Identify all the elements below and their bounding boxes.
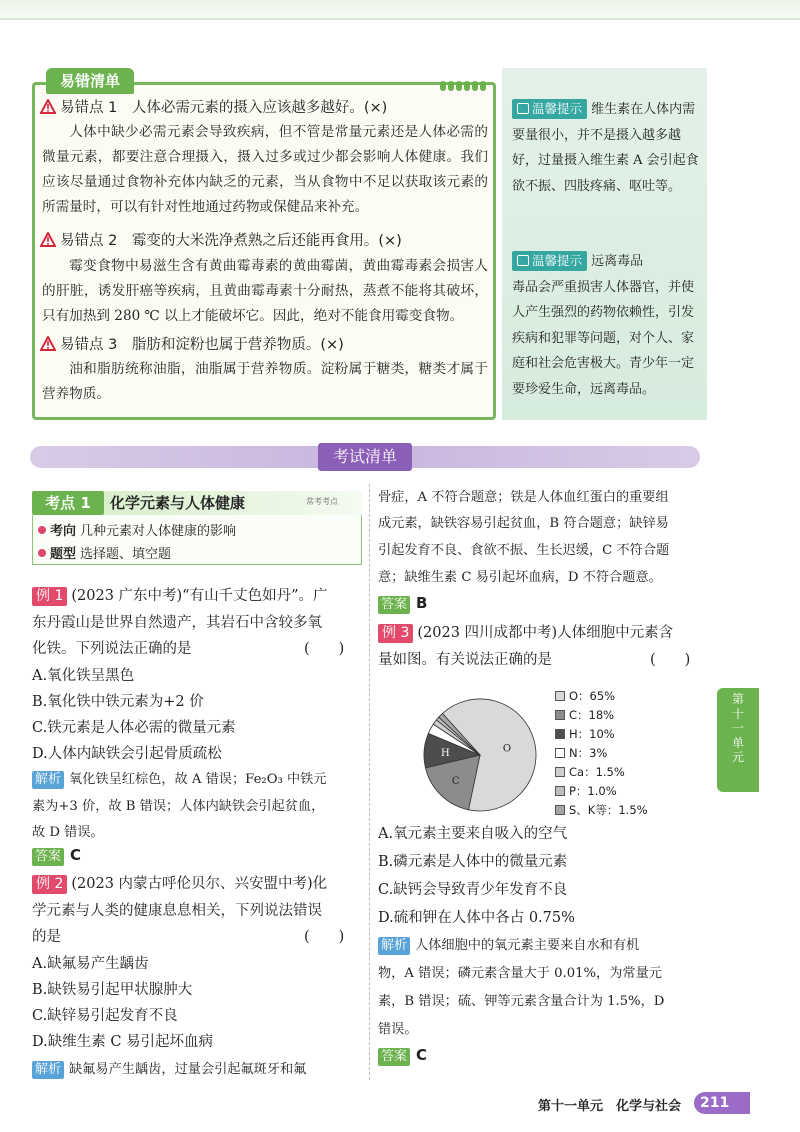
ex3-answer-row [378,1046,427,1066]
unit-side-tab: 第 十 一 单 元 [717,688,759,792]
ex1-answer: C [70,846,82,864]
ex1-answer-row [32,846,81,866]
tab-decoration [440,76,492,86]
column-divider [369,484,370,1080]
ex3-option-b: B.磷元素是人体中的微量元素 [378,854,568,870]
warning-icon [40,336,56,351]
ex1-paren: ( ) [304,641,345,657]
error-item-1-text: 人体中缺少必需元素会导致疾病，但不管是常量元素还是人体必需的微量元素，都要注意合理摄入，摄入过多或过少都会影响人体健康。我们应该尽量通过食物补充体内缺乏的元素，当从食物中不足以获取该元素的所需量时，可以有针对性地通过药物或保健品来补充。 [42,124,488,215]
ex1-jx-2: 素为+3 价，故 B 错误；人体内缺铁会引起贫血， [32,799,325,814]
ex3-paren: ( ) [650,652,691,668]
ex2-jx-tag: 解析 [32,1061,64,1079]
kaodian-title: 化学元素与人体健康 [104,491,362,515]
ex1-option-b: B.氧化铁中铁元素为+2 价 [32,694,204,710]
chat-icon [517,103,529,114]
error-item-3-title: 易错点 3 脂肪和淀粉也属于营养物质。(×) [40,333,490,354]
ex2-line-3: 的是 [32,929,61,945]
ex3-option-d: D.硫和钾在人体中各占 0.75% [378,910,575,926]
bullet-icon [38,526,46,534]
ex2-line-1: 例 2 (2023 内蒙古呼伦贝尔、兴安盟中考)化 [32,872,327,894]
legend-item-N [555,745,607,761]
legend-label: O：65% [569,689,616,703]
top-line [0,18,800,20]
tip-2 [512,249,700,402]
ex3-option-a: A.氧元素主要来自吸入的空气 [378,826,568,842]
ex3-jx-4: 错误。 [378,1022,418,1037]
ex3-jx-tag: 解析 [378,937,410,955]
ex1-jx-3: 故 D 错误。 [32,825,104,840]
tip-1-text: 维生素在人体内需要量很小，并不是摄入越多越好，过量摄入维生素 A 会引起食欲不振、四肢疼痛、呕吐等。 [512,102,699,194]
legend-label: C：18% [569,708,615,722]
legend-swatch [555,729,565,739]
error-list-tab: 易错清单 [46,68,134,94]
ex1-line-1: 例 1 (2023 广东中考)“有山千丈色如丹”。广 [32,584,328,606]
legend-swatch [555,691,565,701]
ex1-jx-tag: 解析 [32,771,64,789]
pie-label-O: O [502,743,512,755]
ex3-jx-3: 素，B 错误；硫、钾等元素含量合计为 1.5%，D [378,994,665,1009]
bullet-icon [38,549,46,557]
ex2-jx-5: 意；缺维生素 C 易引起坏血病，D 不符合题意。 [378,570,662,585]
legend-item-O [555,688,615,704]
ex3-line-2: 量如图。有关说法正确的是 [378,652,552,668]
legend-label: H：10% [569,727,615,741]
ex2-da-tag: 答案 [378,596,410,614]
legend-label: Ca：1.5% [569,765,625,779]
ex3-jx-2: 物，A 错误；磷元素含量大于 0.01%，为常量元 [378,966,662,981]
ex2-paren: ( ) [304,929,345,945]
ex2-line-2: 学元素与人类的健康息息相关，下列说法错误 [32,903,322,919]
error-item-2-text: 霉变食物中易滋生含有黄曲霉毒素的黄曲霉菌，黄曲霉毒素会损害人的肝脏，诱发肝癌等疾病，且黄曲霉毒素十分耐热，蒸煮不能将其破坏，只有加热到 280 ℃ 以上才能破坏它。因此，绝对不能食用霉变食物。 [42,258,488,324]
ex2-option-d: D.缺维生素 C 易引起坏血病 [32,1034,214,1050]
tip-1 [512,97,700,199]
top-band [0,0,800,18]
ex2-tag: 例 2 [32,875,67,894]
legend-item-S、K等 [555,802,648,818]
legend-label: P：1.0% [569,784,617,798]
ex3-line-1: 例 3 (2023 四川成都中考)人体细胞中元素含 [378,621,673,643]
ex1-option-a: A.氧化铁呈黑色 [32,668,135,684]
legend-label: S、K等：1.5% [569,803,648,817]
ex3-option-c: C.缺钙会导致青少年发育不良 [378,882,568,898]
kaodian-sub: 常考考点 [306,497,338,506]
ex3-tag: 例 3 [378,624,413,643]
warning-icon [40,232,56,247]
tip-2-text: 毒品会严重损害人体器官，并使人产生强烈的药物依赖性，引发疾病和犯罪等问题，对个人、家庭和社会危害极大。青少年一定要珍爱生命，远离毒品。 [512,279,695,397]
ex2-jx-4: 引起发育不良、食欲不振、生长迟缓，C 不符合题 [378,543,670,558]
chat-icon [517,255,529,266]
ex1-da-tag: 答案 [32,848,64,866]
ex1-jx-1: 解析 氧化铁呈红棕色，故 A 错误；Fe₂O₃ 中铁元 [32,768,327,789]
legend-item-H [555,726,615,742]
error-item-2-title: 易错点 2 霉变的大米洗净煮熟之后还能再食用。(×) [40,229,490,250]
ex1-option-c: C.铁元素是人体必需的微量元素 [32,720,236,736]
warning-icon [40,99,56,114]
ex2-option-a: A.缺氟易产生龋齿 [32,956,149,972]
pie-label-H: H [441,748,450,760]
ex3-answer: C [416,1046,428,1064]
legend-swatch [555,767,565,777]
ex2-option-c: C.缺锌易引起发育不良 [32,1008,178,1024]
ex2-jx-2: 骨症，A 不符合题意；铁是人体血红蛋白的重要组 [378,490,669,505]
element-pie-chart [420,695,540,815]
legend-swatch [555,786,565,796]
error-item-1-title: 易错点 1 人体必需元素的摄入应该越多越好。(×) [40,96,490,117]
tip-badge: 温馨提示 [512,251,587,271]
ex2-answer-row [378,594,427,614]
legend-swatch [555,710,565,720]
kaoxiang-row: 考向 几种元素对人体健康的影响 [38,520,236,539]
ex3-jx-1: 解析 人体细胞中的氧元素主要来自水和有机 [378,934,639,955]
legend-item-C [555,707,614,723]
ex3-da-tag: 答案 [378,1048,410,1066]
ex1-line-3: 化铁。下列说法正确的是 [32,641,192,657]
exam-title: 考试清单 [318,443,412,471]
legend-label: N：3% [569,746,608,760]
tip-badge: 温馨提示 [512,99,587,119]
pie-label-C: C [451,775,460,787]
ex2-option-b: B.缺铁易引起甲状腺肿大 [32,982,193,998]
footer-unit: 第十一单元 化学与社会 [538,1099,682,1114]
legend-swatch [555,748,565,758]
legend-swatch [555,805,565,815]
ex1-line-2: 东丹霞山是世界自然遗产，其岩石中含较多氧 [32,615,322,631]
page-number: 211 [694,1092,750,1114]
ex1-tag: 例 1 [32,587,67,606]
ex2-answer: B [416,594,428,612]
tip-2-heading: 远离毒品 [591,254,644,269]
legend-item-P [555,783,617,799]
ex1-option-d: D.人体内缺铁会引起骨质疏松 [32,746,222,762]
ex2-jx-3: 成元素，缺铁容易引起贫血，B 符合题意；缺锌易 [378,516,669,531]
ex2-jx-1: 解析 缺氟易产生龋齿，过量会引起氟斑牙和氟 [32,1058,306,1079]
kaodian-tag: 考点 1 [32,491,104,515]
legend-item-Ca [555,764,625,780]
tixing-row: 题型 选择题、填空题 [38,543,171,562]
error-item-3-text: 油和脂肪统称油脂，油脂属于营养物质。淀粉属于糖类，糖类才属于营养物质。 [42,361,488,402]
